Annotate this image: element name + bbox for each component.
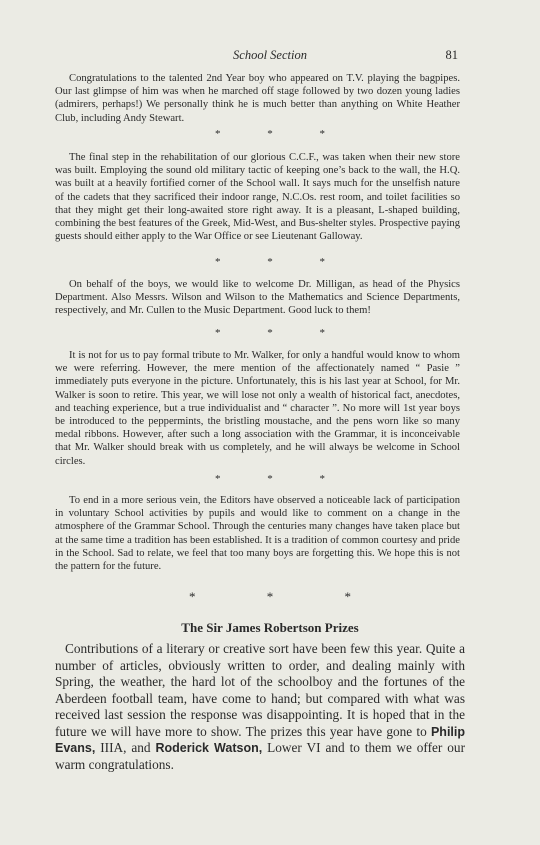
prizes-heading: The Sir James Robertson Prizes bbox=[181, 620, 359, 635]
paragraph-mr-walker: It is not for us to pay formal tribute to Mr. Walker, for only a handful would know to whom we were referring. However, the mere mention of the affectionately named “ Pasie ” immediately puts everyone in the picture. Unfortunately, this is his last year at School, for Mr. Walker is soon to retire. This year, we will lose not only a wealth of historical fact, anecdotes, and teaching experience, but a true individualist and “ character ”. No more will 1st year boys be introduced to the peppermints, the bristling moustache, and the pens worn like so many medal ribbons. However, after such a long association with the Grammar, it is inconceivable that Mr. Walker should break with us completely, and he will always be welcome in School circles. bbox=[55, 350, 460, 467]
winner-name-1: Philip Evans, bbox=[55, 724, 465, 755]
section-separator: * * * bbox=[215, 473, 347, 485]
prizes-text-after: Lower VI and to them we offer our warm congratulations. bbox=[55, 740, 466, 772]
section-separator: * * * bbox=[215, 327, 347, 339]
page-number: 81 bbox=[445, 48, 458, 62]
prizes-text-before: Contributions of a literary or creative sort have been few this year. Quite a number of articles, obviously written to order, and dealing mainly with Spring, the weather, the hard lot of the schoolboy and the fortunes of the Aberdeen football team, have come to hand; but compared with what was received last session the response was disappointing. It is hoped that in the future we will have more to show. The prizes this year have gone to bbox=[55, 641, 465, 739]
paragraph-participation: To end in a more serious vein, the Editors have observed a noticeable lack of participation in voluntary School activities by pupils and would like to comment on a change in the atmosphere of the Grammar School. Through the centuries many changes have taken place but at the same time a tradition has been established. It is a tradition of common courtesy and pride in the School. Sad to relate, we feel that too many boys are forgetting this. We hope this is not the pattern for the future. bbox=[55, 495, 460, 573]
section-separator: * * * bbox=[215, 256, 347, 268]
section-separator: * * * bbox=[215, 128, 347, 140]
prizes-text-middle: IIIA, and bbox=[95, 740, 156, 755]
paragraph-bagpipes: Congratulations to the talented 2nd Year boy who appeared on T.V. playing the bagpipes. Our last glimpse of him was when he marched off stage followed by two dozen young ladies (admirers, perhaps!) We personally think he is much better than anything on White Heather Club, including Andy Stewart. bbox=[55, 73, 460, 124]
running-title: School Section bbox=[233, 48, 307, 62]
paragraph-welcome: On behalf of the boys, we would like to welcome Dr. Milligan, as head of the Physics Department. Also Messrs. Wilson and Wilson to the Mathematics and Science Departments, respectively, and Mr. Cullen to the Music Department. Good luck to them! bbox=[55, 279, 460, 317]
paragraph-ccf-store: The final step in the rehabilitation of our glorious C.C.F., was taken when their new store was built. Employing the sound old military tactic of keeping one’s back to the wall, the H.Q. was built at a heavily fortified corner of the School wall. It says much for the unselfish nature of the cadets that they sacrificed their indoor range, N.C.Os. rest room, and toilet facilities so that they might get their long-awaited store right away. It is a pleasant, L-shaped building, combining the best features of the Greek, Mid-West, and Bus-shelter styles. Prospective paying guests should either apply to the War Office or see Lieutenant Galloway. bbox=[55, 152, 460, 243]
page-header bbox=[0, 48, 540, 68]
winner-name-2: Roderick Watson, bbox=[155, 741, 263, 755]
paragraph-prizes bbox=[55, 641, 465, 773]
section-separator-large: * * * bbox=[189, 589, 385, 604]
